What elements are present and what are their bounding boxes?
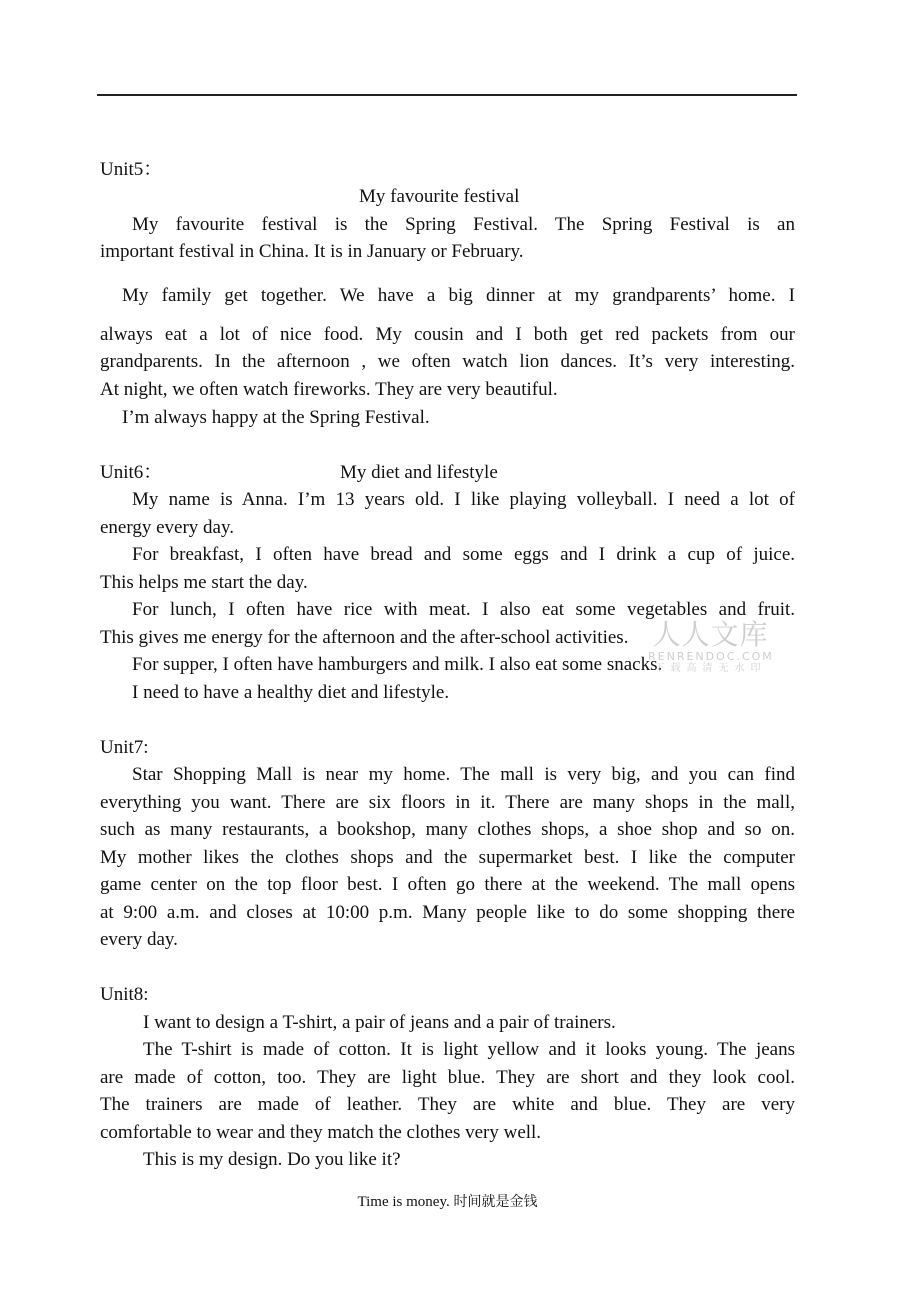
unit6-line: energy every day. — [100, 517, 234, 538]
unit6-line: For breakfast, I often have bread and some eggs and I drink a cup of juice. — [132, 544, 795, 565]
unit5-line: My family get together. We have a big dinner at my grandparents’ home. I — [122, 285, 795, 306]
unit7-line: everything you want. There are six floors in it. There are many shops in the mall, — [100, 792, 795, 813]
unit7-line: game center on the top floor best. I often go there at the weekend. The mall opens — [100, 874, 795, 895]
unit7-line: Star Shopping Mall is near my home. The mall is very big, and you can find — [132, 764, 795, 785]
unit8-line: The trainers are made of leather. They are white and blue. They are very — [100, 1094, 795, 1115]
unit7-line: at 9:00 a.m. and closes at 10:00 p.m. Many people like to do some shopping there — [100, 902, 795, 923]
unit5-line: grandparents. In the afternoon , we often watch lion dances. It’s very interesting. — [100, 351, 795, 372]
footer-chinese: 时间就是金钱 — [453, 1194, 538, 1210]
unit6-line: This helps me start the day. — [100, 572, 308, 593]
unit8-line: This is my design. Do you like it? — [143, 1149, 401, 1170]
watermark-tagline: 下载高清无水印 — [654, 663, 767, 674]
unit6-label: Unit6： — [100, 462, 163, 483]
unit5-line: At night, we often watch fireworks. They are very beautiful. — [100, 379, 558, 400]
page-footer — [0, 1192, 895, 1212]
unit5-label: Unit5： — [100, 159, 163, 180]
footer-english: Time is money. — [357, 1194, 450, 1210]
unit5-line: always eat a lot of nice food. My cousin and I both get red packets from our — [100, 324, 795, 345]
unit7-label: Unit7: — [100, 737, 149, 758]
unit5-title: My favourite festival — [359, 186, 520, 207]
unit5-line: I’m always happy at the Spring Festival. — [122, 407, 430, 428]
unit8-line: are made of cotton, too. They are light blue. They are short and they look cool. — [100, 1067, 795, 1088]
unit8-line: The T-shirt is made of cotton. It is light yellow and it looks young. The jeans — [143, 1039, 795, 1060]
unit7-line: such as many restaurants, a bookshop, many clothes shops, a shoe shop and so on. — [100, 819, 795, 840]
unit5-line: My favourite festival is the Spring Festival. The Spring Festival is an — [132, 214, 795, 235]
watermark-logo — [648, 619, 773, 675]
unit5-line: important festival in China. It is in January or February. — [100, 241, 524, 262]
unit8-label: Unit8: — [100, 984, 149, 1005]
header-rule — [97, 94, 797, 96]
unit6-line: I need to have a healthy diet and lifestyle. — [132, 682, 450, 703]
unit6-line: For supper, I often have hamburgers and milk. I also eat some snacks. — [132, 654, 663, 675]
unit6-line: This gives me energy for the afternoon and the after-school activities. — [100, 627, 629, 648]
unit8-line: I want to design a T-shirt, a pair of jeans and a pair of trainers. — [143, 1012, 616, 1033]
watermark-main-text: 人人文库 — [652, 618, 769, 651]
unit8-line: comfortable to wear and they match the clothes very well. — [100, 1122, 542, 1143]
unit6-line: For lunch, I often have rice with meat. I also eat some vegetables and fruit. — [132, 599, 795, 620]
unit6-line: My name is Anna. I’m 13 years old. I like playing volleyball. I need a lot of — [132, 489, 795, 510]
unit6-title: My diet and lifestyle — [340, 462, 498, 483]
unit7-line: every day. — [100, 929, 178, 950]
unit7-line: My mother likes the clothes shops and the supermarket best. I like the computer — [100, 847, 795, 868]
watermark-url: RENRENDOC.COM — [648, 650, 774, 663]
